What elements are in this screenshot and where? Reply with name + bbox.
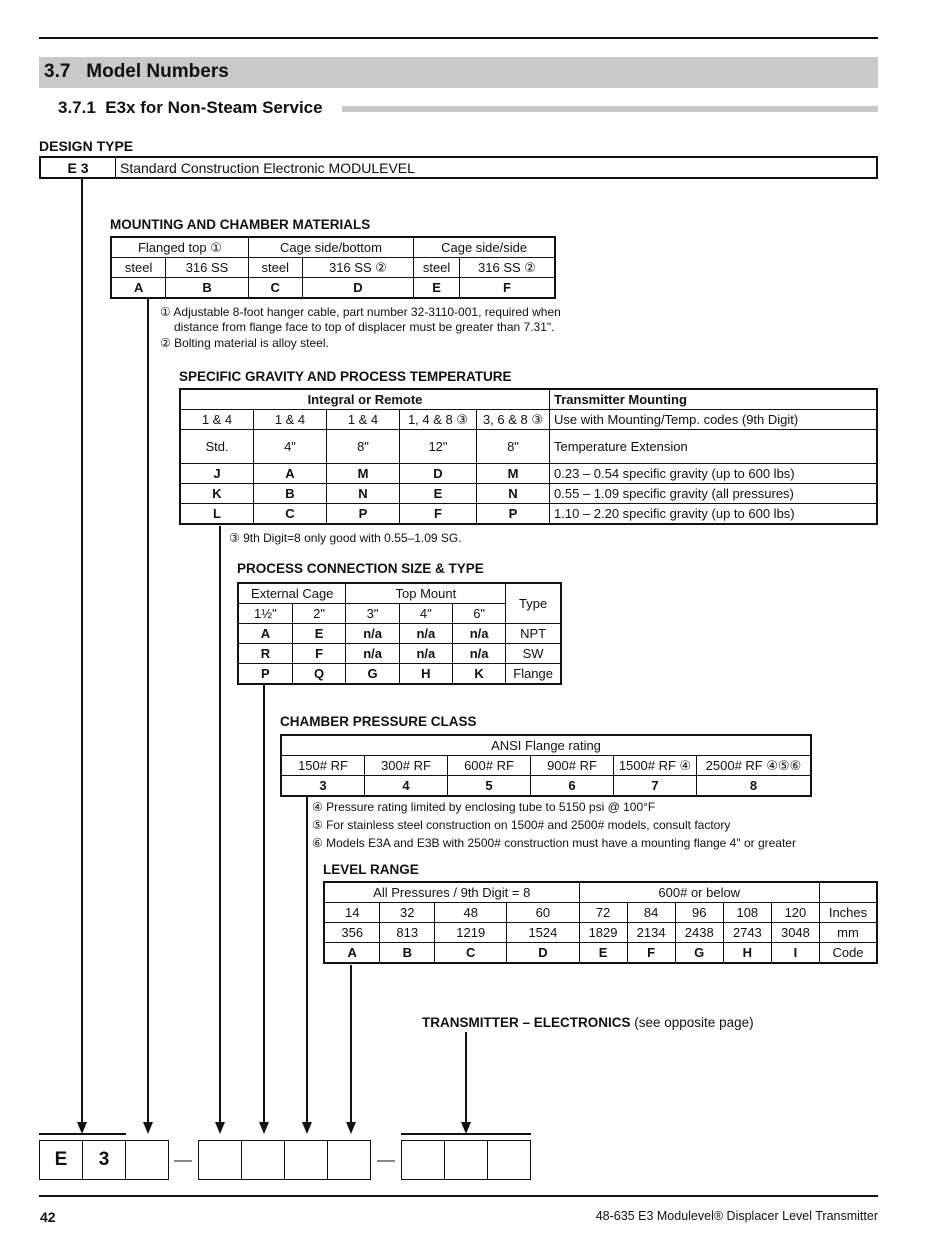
mounting-group: Cage side/side <box>414 237 555 258</box>
inch-cell: 14 <box>324 903 380 923</box>
mounting-label: MOUNTING AND CHAMBER MATERIALS <box>110 217 371 232</box>
document-title: 48-635 E3 Modulevel® Displacer Level Transmitter <box>595 1209 878 1223</box>
ext-cell: 8" <box>477 430 550 464</box>
design-type-code: E 3 <box>40 157 116 178</box>
connector-line <box>219 526 221 1123</box>
mounting-code: E <box>414 278 460 299</box>
connection-code: n/a <box>399 644 452 664</box>
size-cell: 6" <box>452 604 505 624</box>
level-code: E <box>579 943 627 964</box>
mm-cell: 3048 <box>771 923 819 943</box>
subsection-bar <box>342 106 878 112</box>
level-group: 600# or below <box>579 882 820 903</box>
level-code: H <box>723 943 771 964</box>
connection-code: Q <box>292 664 346 685</box>
pressure-note: ⑤ For stainless steel construction on 1500# and 2500# models, consult factory <box>312 818 731 832</box>
connection-type: Flange <box>506 664 561 685</box>
box-group-rule <box>401 1133 531 1135</box>
gravity-code: N <box>327 484 400 504</box>
level-code: I <box>771 943 819 964</box>
material-cell: steel <box>111 258 166 278</box>
material-cell: steel <box>248 258 302 278</box>
mm-cell: 2743 <box>723 923 771 943</box>
pressure-note: ⑥ Models E3A and E3B with 2500# construction must have a mounting flange 4" or greater <box>312 836 796 850</box>
inch-cell: 108 <box>723 903 771 923</box>
arrow-down-icon <box>143 1122 153 1134</box>
type-header: Type <box>506 583 561 624</box>
gravity-code: M <box>327 464 400 484</box>
model-box-e: E <box>39 1140 83 1180</box>
top-rule <box>39 37 878 39</box>
pressure-code: 6 <box>531 776 614 797</box>
inch-cell: 72 <box>579 903 627 923</box>
mounting-group: Flanged top ① <box>111 237 248 258</box>
connector-line <box>465 1032 467 1123</box>
unit-cell: Inches <box>820 903 878 923</box>
mounting-note: ② Bolting material is alloy steel. <box>160 336 329 350</box>
rating-cell: 150# RF <box>281 756 365 776</box>
gravity-code: F <box>400 504 477 525</box>
rating-cell: 2500# RF ④⑤⑥ <box>697 756 812 776</box>
connection-code: E <box>292 624 346 644</box>
level-code: A <box>324 943 380 964</box>
connection-type: SW <box>506 644 561 664</box>
connection-type: NPT <box>506 624 561 644</box>
digit-cell: 3, 6 & 8 ③ <box>477 410 550 430</box>
gravity-desc: 0.23 – 0.54 specific gravity (up to 600 lbs) <box>550 464 878 484</box>
rating-cell: 600# RF <box>448 756 531 776</box>
design-type-description: Standard Construction Electronic MODULEVEL <box>116 157 878 178</box>
mounting-code: C <box>248 278 302 299</box>
subsection-title: 3.7.1 E3x for Non-Steam Service <box>58 98 323 117</box>
rating-cell: 300# RF <box>365 756 448 776</box>
digit-cell: 1 & 4 <box>254 410 327 430</box>
mm-cell: 1524 <box>507 923 579 943</box>
page-number: 42 <box>40 1209 56 1225</box>
gravity-desc: 0.55 – 1.09 specific gravity (all pressures) <box>550 484 878 504</box>
size-cell: 4" <box>399 604 452 624</box>
gravity-code: P <box>477 504 550 525</box>
model-box-connection[interactable] <box>241 1140 285 1180</box>
material-cell: 316 SS ② <box>302 258 414 278</box>
section-header <box>39 57 878 88</box>
model-box-electronics-3[interactable] <box>487 1140 531 1180</box>
level-code: C <box>435 943 507 964</box>
separator-dash <box>377 1160 395 1162</box>
inch-cell: 84 <box>627 903 675 923</box>
gravity-table <box>179 388 878 525</box>
mounting-code: B <box>166 278 249 299</box>
inch-cell: 96 <box>675 903 723 923</box>
mounting-code: D <box>302 278 414 299</box>
gravity-label: SPECIFIC GRAVITY AND PROCESS TEMPERATURE <box>179 369 512 384</box>
connector-line <box>147 299 149 1123</box>
mm-cell: 1219 <box>435 923 507 943</box>
separator-dash <box>174 1160 192 1162</box>
gravity-code: L <box>180 504 254 525</box>
connection-code: n/a <box>346 644 399 664</box>
connection-code: F <box>292 644 346 664</box>
level-code: B <box>380 943 435 964</box>
inch-cell: 120 <box>771 903 819 923</box>
mm-cell: 2134 <box>627 923 675 943</box>
connector-line <box>306 797 308 1123</box>
design-type-table <box>39 156 878 179</box>
gravity-code: D <box>400 464 477 484</box>
material-cell: steel <box>414 258 460 278</box>
size-cell: 3" <box>346 604 399 624</box>
ext-cell: Std. <box>180 430 254 464</box>
pressure-label: CHAMBER PRESSURE CLASS <box>280 714 477 729</box>
connection-code: P <box>238 664 292 685</box>
arrow-down-icon <box>259 1122 269 1134</box>
pressure-code: 5 <box>448 776 531 797</box>
level-label: LEVEL RANGE <box>323 862 419 877</box>
arrow-down-icon <box>215 1122 225 1134</box>
rating-cell: 1500# RF ④ <box>614 756 697 776</box>
mm-cell: 813 <box>380 923 435 943</box>
inch-cell: 48 <box>435 903 507 923</box>
gravity-code: B <box>254 484 327 504</box>
connection-code: n/a <box>452 624 505 644</box>
model-box-mounting[interactable] <box>125 1140 169 1180</box>
level-code: D <box>507 943 579 964</box>
model-box-3: 3 <box>82 1140 126 1180</box>
connection-code: n/a <box>399 624 452 644</box>
model-box-pressure[interactable] <box>284 1140 328 1180</box>
connection-code: K <box>452 664 505 685</box>
model-box-electronics-1[interactable] <box>401 1140 445 1180</box>
mounting-note: ① Adjustable 8-foot hanger cable, part number 32-3110-001, required when <box>160 305 561 319</box>
connector-line <box>263 685 265 1123</box>
gravity-code: A <box>254 464 327 484</box>
gravity-header: Transmitter Mounting <box>550 389 878 410</box>
gravity-code: E <box>400 484 477 504</box>
arrow-down-icon <box>302 1122 312 1134</box>
gravity-code: C <box>254 504 327 525</box>
inch-cell: 32 <box>380 903 435 923</box>
connection-code: H <box>399 664 452 685</box>
pressure-code: 3 <box>281 776 365 797</box>
gravity-header: Integral or Remote <box>180 389 550 410</box>
ext-desc: Temperature Extension <box>550 430 878 464</box>
connector-line <box>350 965 352 1123</box>
pressure-header: ANSI Flange rating <box>281 735 811 756</box>
model-box-electronics-2[interactable] <box>444 1140 488 1180</box>
gravity-code: M <box>477 464 550 484</box>
level-code: G <box>675 943 723 964</box>
mounting-group: Cage side/bottom <box>248 237 413 258</box>
level-table <box>323 881 878 964</box>
mm-cell: 1829 <box>579 923 627 943</box>
mounting-table <box>110 236 556 299</box>
level-unit-blank <box>820 882 878 903</box>
level-code: F <box>627 943 675 964</box>
material-cell: 316 SS <box>166 258 249 278</box>
gravity-code: N <box>477 484 550 504</box>
pressure-code: 8 <box>697 776 812 797</box>
mm-cell: 356 <box>324 923 380 943</box>
material-cell: 316 SS ② <box>459 258 555 278</box>
gravity-desc: 1.10 – 2.20 specific gravity (up to 600 lbs) <box>550 504 878 525</box>
ext-cell: 8" <box>327 430 400 464</box>
gravity-code: J <box>180 464 254 484</box>
design-type-label: DESIGN TYPE <box>39 138 134 154</box>
connection-code: A <box>238 624 292 644</box>
unit-cell: mm <box>820 923 878 943</box>
gravity-note: ③ 9th Digit=8 only good with 0.55–1.09 SG. <box>229 531 462 545</box>
unit-cell: Code <box>820 943 878 964</box>
transmitter-label: TRANSMITTER – ELECTRONICS (see opposite page) <box>422 1015 754 1030</box>
model-box-gravity[interactable] <box>198 1140 242 1180</box>
connection-code: G <box>346 664 399 685</box>
connection-code: R <box>238 644 292 664</box>
connector-line <box>81 179 83 1123</box>
connection-table <box>237 582 562 685</box>
mounting-code: F <box>459 278 555 299</box>
digit-cell: 1, 4 & 8 ③ <box>400 410 477 430</box>
size-cell: 1½" <box>238 604 292 624</box>
digit-cell: 1 & 4 <box>327 410 400 430</box>
arrow-down-icon <box>346 1122 356 1134</box>
mm-cell: 2438 <box>675 923 723 943</box>
connection-code: n/a <box>452 644 505 664</box>
rating-cell: 900# RF <box>531 756 614 776</box>
connection-group: External Cage <box>238 583 346 604</box>
pressure-table <box>280 734 812 797</box>
connection-group: Top Mount <box>346 583 506 604</box>
gravity-code: K <box>180 484 254 504</box>
digit-desc: Use with Mounting/Temp. codes (9th Digit) <box>550 410 878 430</box>
connection-code: n/a <box>346 624 399 644</box>
mounting-code: A <box>111 278 166 299</box>
digit-cell: 1 & 4 <box>180 410 254 430</box>
model-box-level[interactable] <box>327 1140 371 1180</box>
footer-rule <box>39 1195 878 1197</box>
ext-cell: 12" <box>400 430 477 464</box>
gravity-code: P <box>327 504 400 525</box>
section-title: 3.7 Model Numbers <box>44 61 229 82</box>
level-group: All Pressures / 9th Digit = 8 <box>324 882 579 903</box>
size-cell: 2" <box>292 604 346 624</box>
mounting-note: distance from flange face to top of displacer must be greater than 7.31". <box>174 320 555 334</box>
connection-label: PROCESS CONNECTION SIZE & TYPE <box>237 561 484 576</box>
pressure-code: 4 <box>365 776 448 797</box>
pressure-code: 7 <box>614 776 697 797</box>
inch-cell: 60 <box>507 903 579 923</box>
pressure-note: ④ Pressure rating limited by enclosing tube to 5150 psi @ 100°F <box>312 800 656 814</box>
ext-cell: 4" <box>254 430 327 464</box>
box-group-rule <box>39 1133 126 1135</box>
